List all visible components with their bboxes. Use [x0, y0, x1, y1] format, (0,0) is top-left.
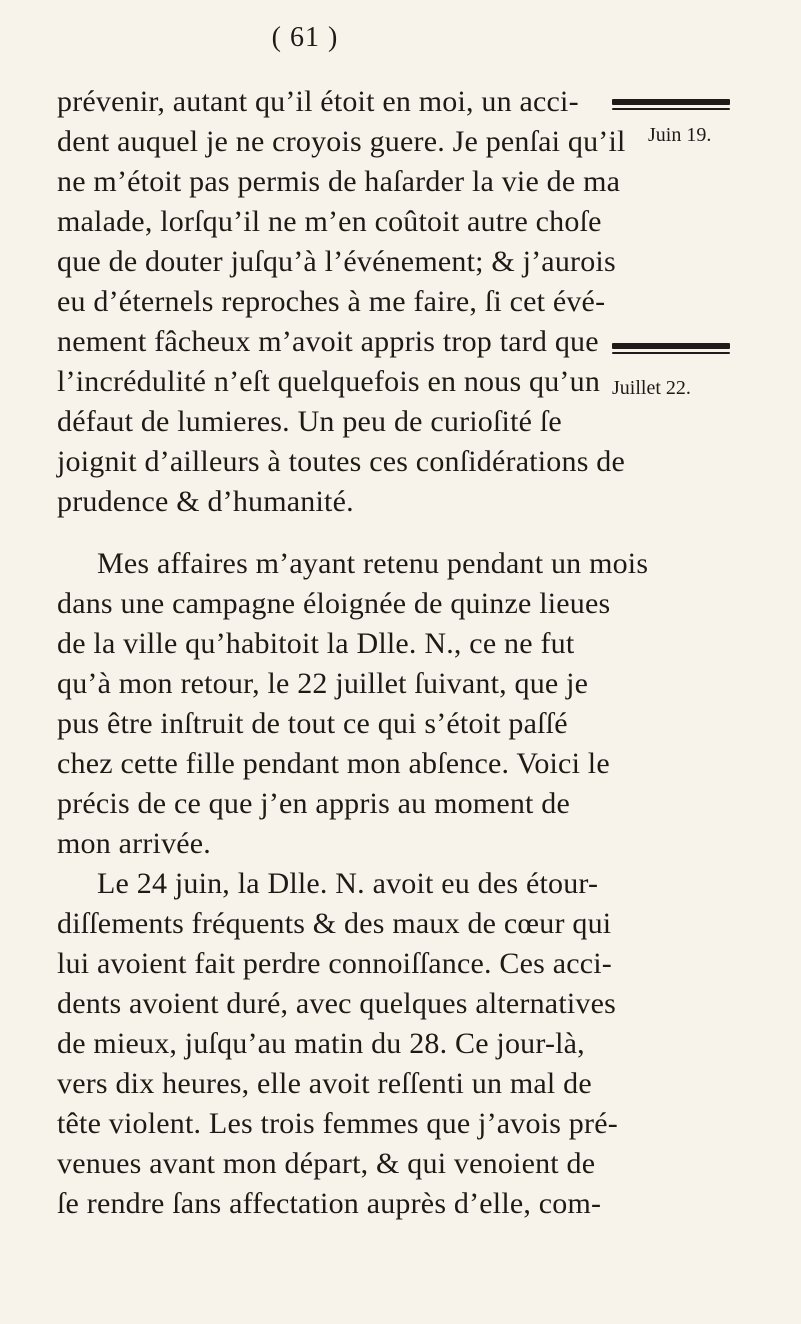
text-line: prudence & d’humanité.: [57, 485, 354, 518]
text-line: Mes affaires m’ayant retenu pendant un mois: [97, 547, 649, 580]
margin-rule-top: [612, 99, 730, 105]
text-line: de mieux, juſqu’au matin du 28. Ce jour-là,: [57, 1027, 585, 1060]
text-line: dent auquel je ne croyois guere. Je penſai qu’il: [57, 125, 626, 158]
text-line: dents avoient duré, avec quelques alternatives: [57, 987, 616, 1020]
text-line: de la ville qu’habitoit la Dlle. N., ce ne fut: [57, 627, 575, 660]
margin-rule-middle-underline: [612, 352, 730, 354]
text-line: mon arrivée.: [57, 827, 211, 860]
text-line: dans une campagne éloignée de quinze lieues: [57, 587, 611, 620]
text-line: Le 24 juin, la Dlle. N. avoit eu des étour-: [97, 867, 599, 900]
text-line: pus être inſtruit de tout ce qui s’étoit paſſé: [57, 707, 568, 740]
text-line: ſe rendre ſans affectation auprès d’elle, com-: [57, 1187, 602, 1220]
text-line: qu’à mon retour, le 22 juillet ſuivant, que je: [57, 667, 589, 700]
text-line: diſſements fréquents & des maux de cœur qui: [57, 907, 612, 940]
text-line: joignit d’ailleurs à toutes ces conſidérations de: [57, 445, 625, 478]
margin-rule-top-underline: [612, 108, 730, 110]
text-line: lui avoient fait perdre connoiſſance. Ces acci-: [57, 947, 612, 980]
margin-note-june: Juin 19.: [648, 124, 712, 146]
text-line: que de douter juſqu’à l’événement; & j’aurois: [57, 245, 616, 278]
text-line: prévenir, autant qu’il étoit en moi, un acci-: [57, 85, 579, 118]
text-line: nement fâcheux m’avoit appris trop tard que: [57, 325, 599, 358]
margin-rule-middle: [612, 343, 730, 349]
text-line: venues avant mon départ, & qui venoient de: [57, 1147, 596, 1180]
text-line: malade, lorſqu’il ne m’en coûtoit autre choſe: [57, 205, 602, 238]
text-line: ne m’étoit pas permis de haſarder la vie de ma: [57, 165, 621, 198]
text-line: eu d’éternels reproches à me faire, ſi cet évé-: [57, 285, 606, 318]
margin-note-july: Juillet 22.: [612, 377, 691, 399]
text-line: défaut de lumieres. Un peu de curioſité ſe: [57, 405, 562, 438]
text-line: précis de ce que j’en appris au moment de: [57, 787, 570, 820]
text-line: vers dix heures, elle avoit reſſenti un mal de: [57, 1067, 592, 1100]
text-line: l’incrédulité n’eſt quelquefois en nous qu’un: [57, 365, 601, 398]
page-number: ( 61 ): [271, 22, 339, 53]
text-line: chez cette fille pendant mon abſence. Voici le: [57, 747, 610, 780]
text-line: tête violent. Les trois femmes que j’avois pré-: [57, 1107, 618, 1140]
